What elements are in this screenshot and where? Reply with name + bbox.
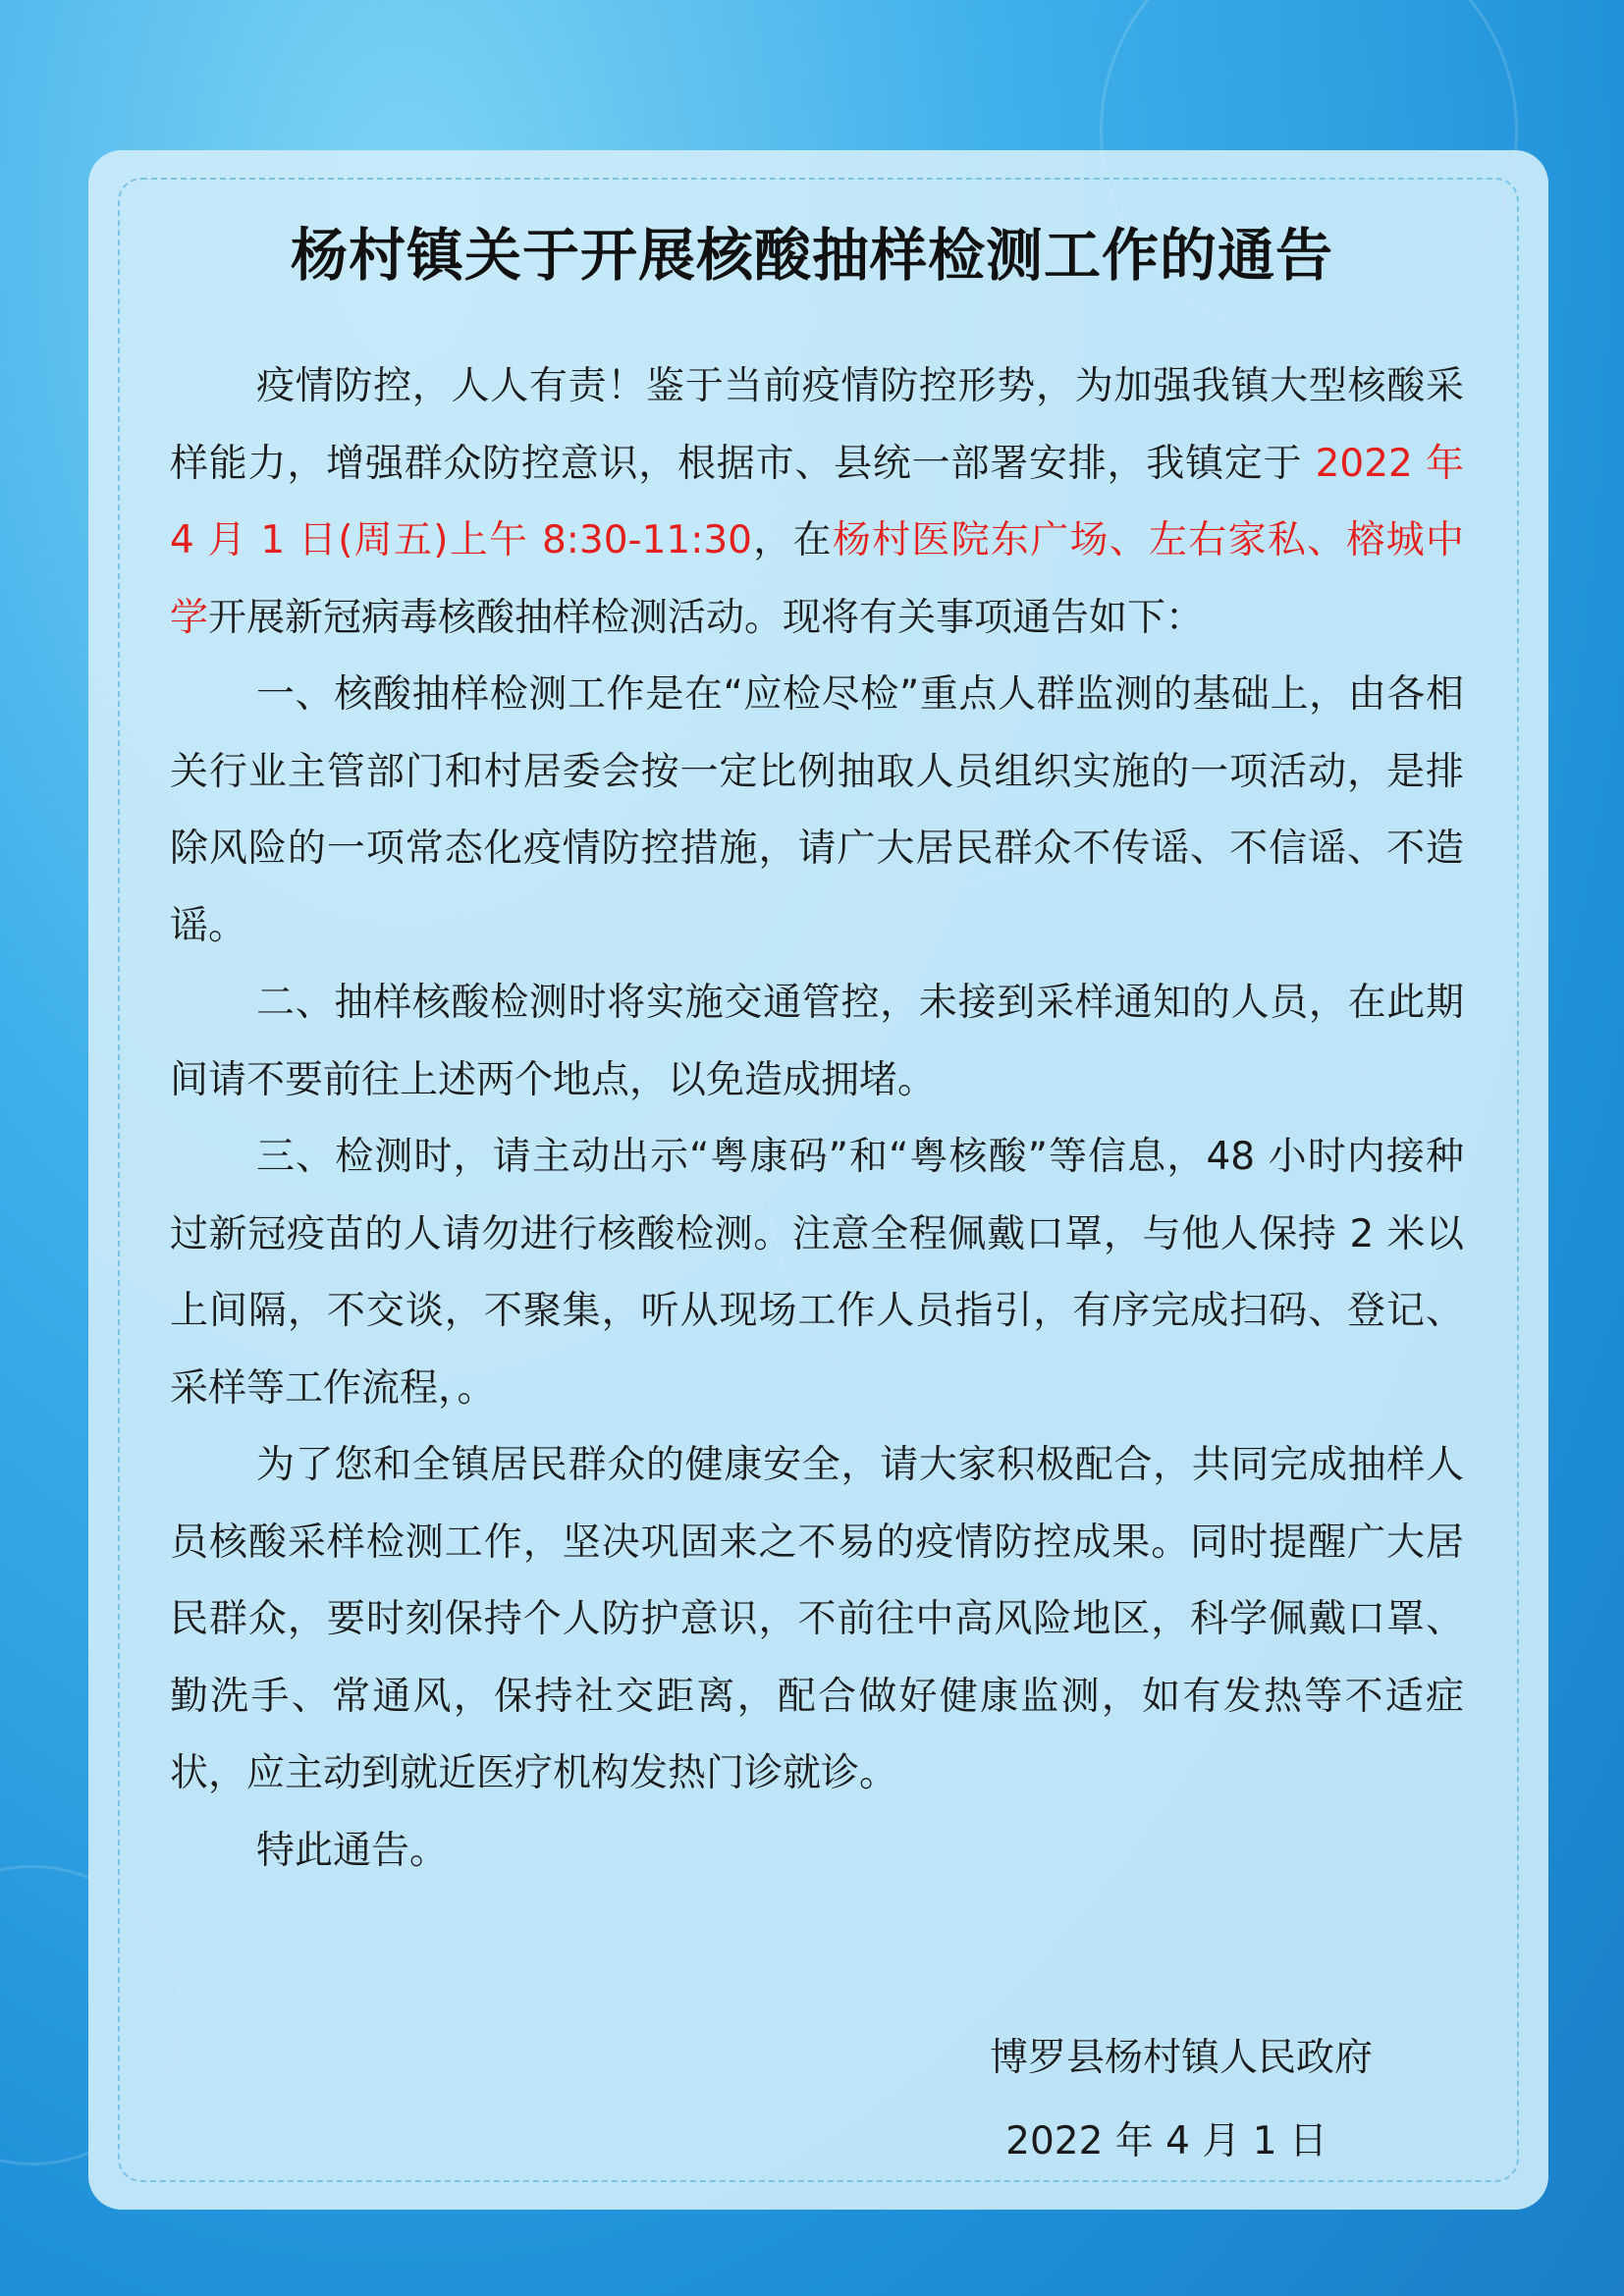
- intro-date-time: 2022 年 4 月 1 日(周五)上午 8:30-11:30: [170, 441, 1464, 562]
- item-paragraph-2: 二、抽样核酸检测时将实施交通管控，未接到采样通知的人员，在此期间请不要前往上述两个地点，以免造成拥堵。: [170, 981, 1464, 1102]
- item-paragraph-1: 一、核酸抽样检测工作是在“应检尽检”重点人群监测的基础上，由各相关行业主管部门和村居委会按一定比例抽取人员组织实施的一项活动，是排除风险的一项常态化疫情防控措施，请广大居民群众不传谣、不信谣、不造谣。: [170, 672, 1464, 948]
- item-paragraph-3: 三、检测时，请主动出示“粤康码”和“粤核酸”等信息，48 小时内接种过新冠疫苗的人请勿进行核酸检测。注意全程佩戴口罩，与他人保持 2 米以上间隔，不交谈，不聚集，听从现场工作人员指引，有序完成扫码、登记、采样等工作流程，。: [170, 1135, 1464, 1411]
- intro-text-2: ，在: [752, 518, 833, 562]
- intro-text-3: 开展新冠病毒核酸抽样检测活动。现将有关事项通告如下：: [208, 595, 1205, 640]
- notice-body: [170, 348, 1464, 1890]
- final-line: 特此通告。: [256, 1828, 449, 1873]
- intro-paragraph: [170, 348, 1464, 657]
- intro-locations: 杨村医院东广场、左右家私、榕城中学: [170, 518, 1464, 640]
- intro-text-1: 疫情防控，人人有责！鉴于当前疫情防控形势，为加强我镇大型核酸采样能力，增强群众防控意识，根据市、县统一部署安排，我镇定于: [170, 364, 1464, 486]
- closing-paragraph: 为了您和全镇居民群众的健康安全，请大家积极配合，共同完成抽样人员核酸采样检测工作，坚决巩固来之不易的疫情防控成果。同时提醒广大居民群众，要时刻保持个人防护意识，不前往中高风险地区，科学佩戴口罩、勤洗手、常通风，保持社交距离，配合做好健康监测，如有发热等不适症状，应主动到就近医疗机构发热门诊就诊。: [170, 1443, 1464, 1795]
- signature-date: 2022 年 4 月 1 日: [1005, 2119, 1327, 2163]
- notice-title: 杨村镇关于开展核酸抽样检测工作的通告: [290, 222, 1333, 289]
- signature-organization: 博罗县杨村镇人民政府: [989, 2036, 1373, 2080]
